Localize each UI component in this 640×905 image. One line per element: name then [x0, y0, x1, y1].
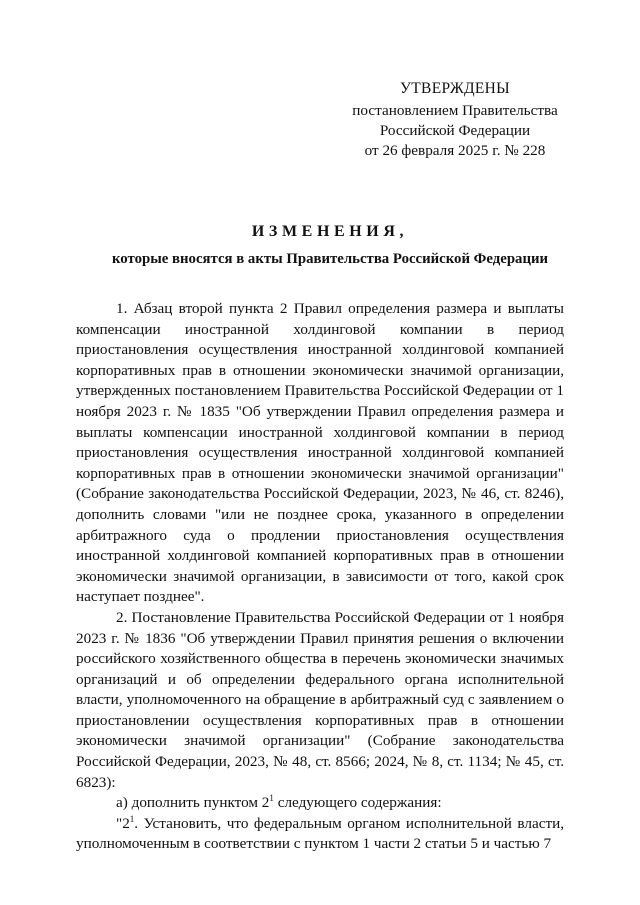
paragraph-4-text-end: . Установить, что федеральным органом исполнительной власти, уполномоченным в соответствии с пунктом 1 части 2 статьи 5 и частью 7	[76, 814, 564, 853]
paragraph-1: 1. Абзац второй пункта 2 Правил определения размера и выплаты компенсации иностранной холдинговой компании в период приостановления осуществления иностранной холдинговой компанией корпоративных прав в отношении экономически значимой организации, утвержденных постановлением Правительства Российской Федерации от 1 ноября 2023 г. № 1835 "Об утверждении Правил определения размера и выплаты компенсации иностранной холдинговой компании в период приостановления осуществления иностранной холдинговой компанией корпоративных прав в отношении экономически значимой организации" (Собрание законодательства Российской Федерации, 2023, № 46, ст. 8246), дополнить словами "или не позднее срока, указанного в определении арбитражного суда о продлении приостановления осуществления иностранной холдинговой компанией корпоративных прав в отношении экономически значимой организации, в зависимости от того, какой срок наступает позднее".	[76, 300, 564, 606]
document-title: ИЗМЕНЕНИЯ,	[251, 223, 409, 240]
paragraph-3	[76, 793, 564, 814]
paragraph-4	[76, 814, 564, 855]
paragraph-2: 2. Постановление Правительства Российской Федерации от 1 ноября 2023 г. № 1836 "Об утверждении Правил принятия решения о включении российского хозяйственного общества в перечень экономически значимых организаций и об определении федерального органа исполнительной власти, уполномоченного на обращение в арбитражный суд с заявлением о приостановлении осуществления корпоративных прав в отношении экономически значимой организации" (Собрание законодательства Российской Федерации, 2023, № 48, ст. 8566; 2024, № 8, ст. 1134; № 45, ст. 6823):	[76, 608, 564, 791]
paragraph-4-text-start: "2	[116, 814, 130, 832]
document-subtitle: которые вносятся в акты Правительства Российской Федерации	[111, 251, 549, 267]
approval-line-1: постановлением Правительства	[352, 102, 558, 119]
paragraph-3-superscript: 1	[269, 793, 274, 804]
document-body	[76, 299, 564, 855]
approval-line-2: Российской Федерации	[379, 122, 531, 139]
paragraph-3-text-end: следующего содержания:	[273, 794, 442, 812]
approval-heading: УТВЕРЖДЕНЫ	[400, 80, 510, 97]
paragraph-4-superscript: 1	[129, 813, 135, 824]
approval-line-3: от 26 февраля 2025 г. № 228	[364, 142, 546, 159]
paragraph-3-text-start: а) дополнить пунктом 2	[116, 794, 270, 812]
approval-block	[310, 79, 600, 161]
